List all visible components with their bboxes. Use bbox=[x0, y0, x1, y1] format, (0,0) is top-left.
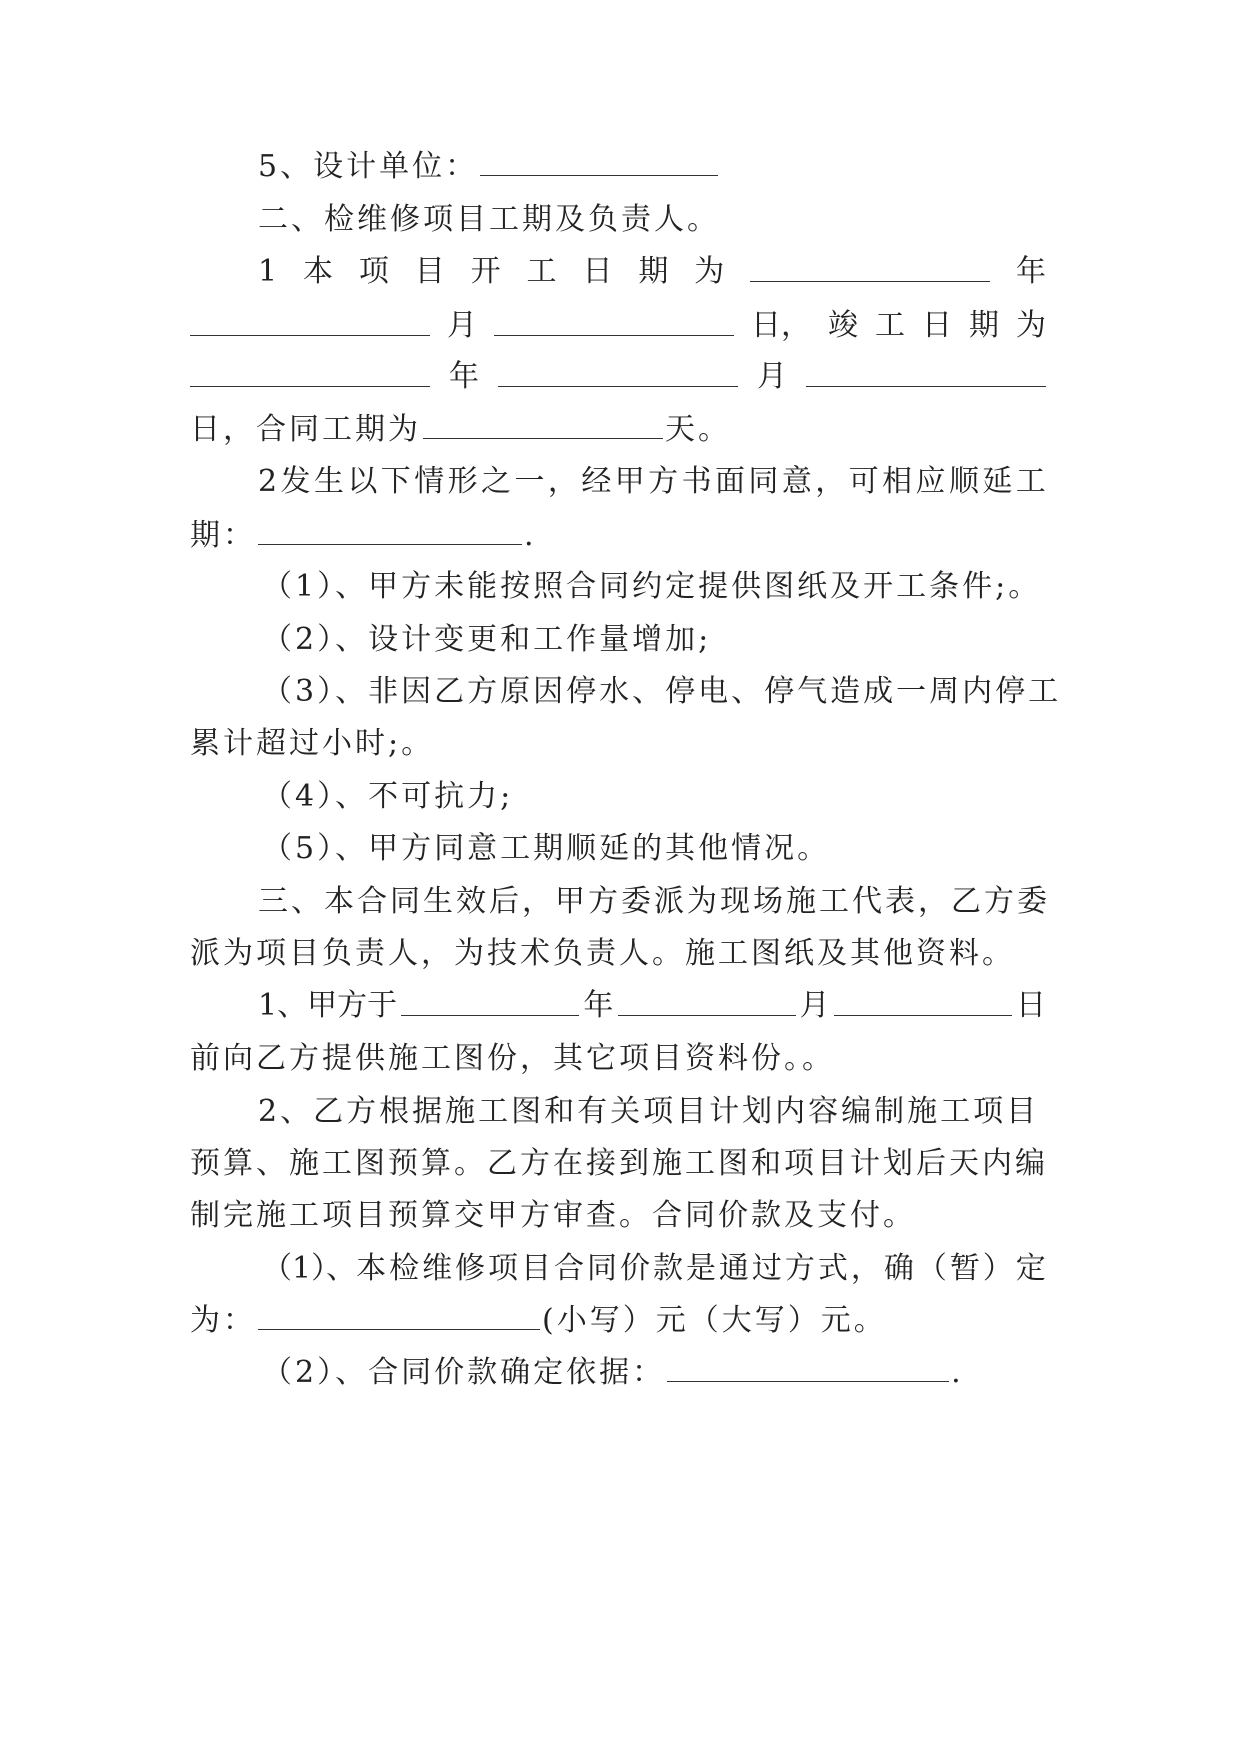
start-char: 项 bbox=[358, 254, 389, 289]
text-char: 意 bbox=[781, 464, 812, 499]
contract-price-line bbox=[262, 1239, 1046, 1299]
day-char: 日 bbox=[1015, 988, 1046, 1023]
text-char: 之 bbox=[481, 464, 512, 499]
end-month-blank bbox=[498, 360, 738, 387]
price-basis-end: . bbox=[951, 1355, 964, 1390]
period-end: . bbox=[524, 518, 537, 553]
design-unit-line bbox=[258, 137, 1046, 197]
start-char: 日 bbox=[582, 254, 613, 289]
start-day-blank bbox=[494, 309, 734, 336]
start-char: 开 bbox=[470, 254, 501, 289]
text-char: 暂 bbox=[949, 1251, 980, 1286]
condition-2: （2）、设计变更和工作量增加; bbox=[262, 622, 712, 657]
end-day-blank bbox=[806, 360, 1046, 387]
start-char: 期 bbox=[638, 254, 669, 289]
completion-char: 竣 bbox=[828, 308, 858, 343]
text-char: 工 bbox=[1015, 464, 1046, 499]
party-a-label: 1、甲方于 bbox=[258, 988, 398, 1023]
start-date-line bbox=[258, 242, 1046, 302]
budget-paragraph-2: 预算、施工图预算。乙方在接到施工图和项目计划后天内编 bbox=[190, 1146, 1048, 1181]
text-char: 情 bbox=[414, 464, 445, 499]
contract-period-label: 日，合同工期为 bbox=[190, 412, 421, 447]
extension-condition-line bbox=[258, 452, 1046, 512]
item-number: 1 bbox=[258, 254, 278, 289]
month-char: 月 bbox=[447, 308, 477, 343]
text-char: 同 bbox=[586, 1251, 617, 1286]
text-char: 同 bbox=[748, 464, 779, 499]
text-char: 定 bbox=[1015, 1251, 1046, 1286]
day-char: 日， bbox=[751, 308, 811, 343]
month-char: 月 bbox=[757, 359, 787, 394]
start-char: 目 bbox=[414, 254, 445, 289]
text-char: ） bbox=[982, 1251, 1013, 1286]
period-blank bbox=[258, 518, 522, 545]
budget-paragraph-1: 2、乙方根据施工图和有关项目计划内容编制施工项目 bbox=[258, 1094, 1040, 1129]
text-char: 方 bbox=[648, 464, 679, 499]
delivery-day-blank bbox=[834, 989, 1012, 1016]
amount-label: 为： bbox=[190, 1303, 256, 1338]
contract-days-blank bbox=[423, 412, 663, 439]
text-char: 修 bbox=[455, 1251, 486, 1286]
text-char: 发 bbox=[280, 464, 311, 499]
completion-char: 为 bbox=[1016, 308, 1046, 343]
completion-char: 工 bbox=[875, 308, 905, 343]
delivery-year-blank bbox=[401, 989, 579, 1016]
text-char: 维 bbox=[422, 1251, 453, 1286]
text-char: 经 bbox=[581, 464, 612, 499]
drawing-delivery-cont: 前向乙方提供施工图份，其它项目资料份。。 bbox=[190, 1041, 835, 1076]
text-char: 2 bbox=[258, 464, 278, 499]
drawing-delivery-line bbox=[258, 976, 1046, 1036]
text-char: 甲 bbox=[614, 464, 645, 499]
condition-3: （3）、非因乙方原因停水、停电、停气造成一周内停工 bbox=[262, 674, 1062, 709]
text-char: 过 bbox=[751, 1251, 782, 1286]
text-char: 生 bbox=[313, 464, 344, 499]
text-char: （ bbox=[916, 1251, 947, 1286]
completion-char: 期 bbox=[969, 308, 999, 343]
text-char: 相 bbox=[882, 464, 913, 499]
text-char: 一 bbox=[514, 464, 545, 499]
text-char: 项 bbox=[488, 1251, 519, 1286]
delivery-month-blank bbox=[618, 989, 796, 1016]
condition-4: （4）、不可抗力; bbox=[262, 779, 514, 814]
days-unit: 天。 bbox=[665, 412, 731, 447]
end-year-blank bbox=[190, 360, 430, 387]
text-char: 以 bbox=[347, 464, 378, 499]
start-char: 为 bbox=[694, 254, 725, 289]
text-char: 通 bbox=[718, 1251, 749, 1286]
design-unit-blank bbox=[480, 149, 718, 176]
section-3-heading: 三、本合同生效后，甲方委派为现场施工代表，乙方委 bbox=[258, 884, 1050, 919]
year-char: 年 bbox=[583, 988, 614, 1023]
budget-paragraph-3: 制完施工项目预算交甲方审查。合同价款及支付。 bbox=[190, 1198, 916, 1233]
text-char: 下 bbox=[380, 464, 411, 499]
start-year-blank bbox=[750, 255, 990, 282]
text-char: 应 bbox=[915, 464, 946, 499]
text-char: 式 bbox=[817, 1251, 848, 1286]
contract-amount-line bbox=[190, 1291, 1046, 1351]
text-char: 目 bbox=[521, 1251, 552, 1286]
period-label: 期： bbox=[190, 518, 256, 553]
text-char: 形 bbox=[447, 464, 478, 499]
text-char: 确 bbox=[883, 1251, 914, 1286]
text-char: 可 bbox=[848, 464, 879, 499]
design-unit-label: 5、设计单位： bbox=[258, 149, 479, 184]
condition-5: （5）、甲方同意工期顺延的其他情况。 bbox=[262, 831, 831, 866]
completion-char: 日 bbox=[922, 308, 952, 343]
section-3-cont: 派为项目负责人，为技术负责人。施工图纸及其他资料。 bbox=[190, 936, 1015, 971]
price-basis-blank bbox=[667, 1355, 949, 1382]
text-char: 顺 bbox=[948, 464, 979, 499]
year-char: 年 bbox=[1016, 254, 1046, 289]
price-basis-line bbox=[262, 1343, 1046, 1403]
section-2-heading: 二、检维修项目工期及负责人。 bbox=[258, 202, 720, 237]
text-char: 书 bbox=[681, 464, 712, 499]
contract-period-line bbox=[190, 400, 1046, 460]
text-char: 合 bbox=[554, 1251, 584, 1286]
text-char: 价 bbox=[619, 1251, 650, 1286]
text-char: 延 bbox=[982, 464, 1013, 499]
month-char: 月 bbox=[799, 988, 830, 1023]
text-char: 面 bbox=[715, 464, 745, 499]
start-char: 工 bbox=[526, 254, 557, 289]
amount-blank bbox=[258, 1303, 540, 1330]
text-char: ， bbox=[547, 464, 578, 499]
completion-date-blanks-line bbox=[190, 347, 1046, 407]
text-char: （1）、本 bbox=[262, 1251, 387, 1286]
start-char: 本 bbox=[302, 254, 333, 289]
condition-1: （1）、甲方未能按照合同约定提供图纸及开工条件;。 bbox=[262, 569, 1042, 604]
year-char: 年 bbox=[449, 359, 479, 394]
condition-3-cont: 累计超过小时;。 bbox=[190, 726, 435, 761]
price-basis-label: （2）、合同价款确定依据： bbox=[262, 1355, 666, 1390]
text-char: ， bbox=[815, 464, 846, 499]
start-month-blank bbox=[190, 309, 430, 336]
text-char: 款 bbox=[652, 1251, 683, 1286]
text-char: ， bbox=[850, 1251, 881, 1286]
text-char: 方 bbox=[784, 1251, 815, 1286]
text-char: 检 bbox=[389, 1251, 420, 1286]
amount-units: (小写）元（大写）元。 bbox=[542, 1303, 887, 1338]
text-char: 是 bbox=[685, 1251, 716, 1286]
